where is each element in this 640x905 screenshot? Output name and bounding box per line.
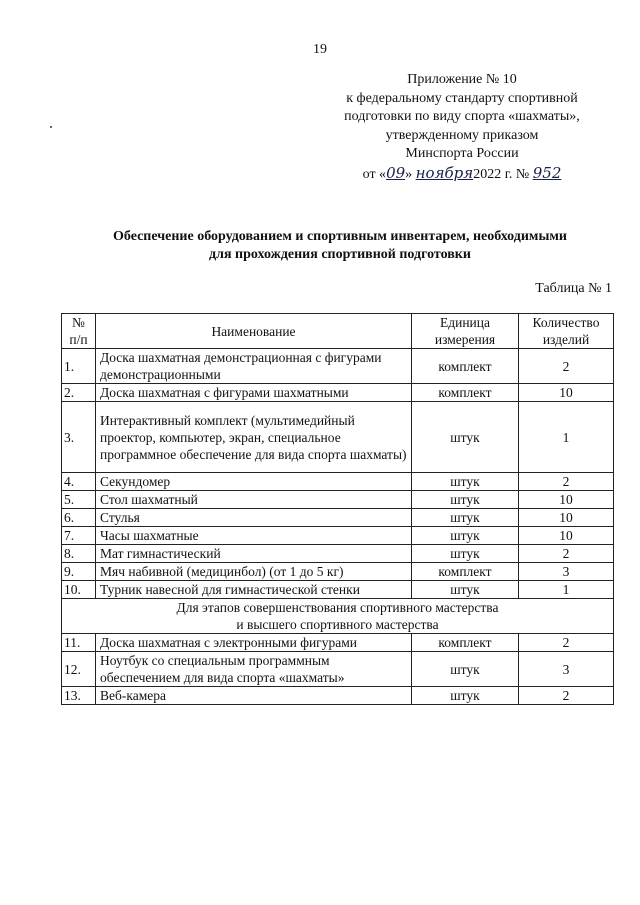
cell-unit: комплект [412, 384, 519, 402]
table-row [62, 402, 614, 473]
table-row [62, 581, 614, 599]
table-row [62, 384, 614, 402]
cell-name: Стол шахматный [96, 491, 412, 509]
cell-qty: 2 [519, 687, 614, 705]
date-mid: » [405, 166, 413, 182]
cell-qty: 2 [519, 349, 614, 384]
order-date-line [312, 164, 612, 185]
page-number: 19 [313, 42, 327, 57]
handwritten-order-number: 952 [532, 163, 562, 182]
cell-unit: комплект [412, 563, 519, 581]
appendix-line: подготовки по виду спорта «шахматы», [344, 109, 580, 124]
cell-unit: штук [412, 581, 519, 599]
cell-qty: 2 [519, 634, 614, 652]
cell-unit: штук [412, 652, 519, 687]
cell-name: Стулья [96, 509, 412, 527]
cell-qty: 2 [519, 545, 614, 563]
cell-num: 2. [62, 384, 96, 402]
section-line-1: Для этапов совершенствования спортивного мастерства [176, 600, 499, 615]
cell-unit: комплект [412, 634, 519, 652]
cell-num: 6. [62, 509, 96, 527]
table-row [62, 634, 614, 652]
table-row [62, 687, 614, 705]
table-row [62, 491, 614, 509]
table-row [62, 349, 614, 384]
section-line-2: и высшего спортивного мастерства [236, 617, 439, 632]
cell-qty: 1 [519, 581, 614, 599]
cell-qty: 3 [519, 652, 614, 687]
cell-qty: 1 [519, 402, 614, 473]
header-name: Наименование [96, 314, 412, 349]
cell-name: Мяч набивной (медицинбол) (от 1 до 5 кг) [96, 563, 412, 581]
cell-name: Секундомер [96, 473, 412, 491]
table-row [62, 652, 614, 687]
cell-num: 4. [62, 473, 96, 491]
cell-qty: 10 [519, 509, 614, 527]
year-text: 2022 г. № [473, 166, 530, 182]
cell-num: 5. [62, 491, 96, 509]
cell-unit: штук [412, 545, 519, 563]
header-num: № п/п [62, 314, 96, 349]
cell-num: 3. [62, 402, 96, 473]
cell-name: Веб-камера [96, 687, 412, 705]
title-line-2: для прохождения спортивной подготовки [209, 247, 471, 262]
cell-num: 7. [62, 527, 96, 545]
table-header-row [62, 314, 614, 349]
table-row [62, 473, 614, 491]
equipment-table [61, 313, 614, 705]
cell-unit: штук [412, 527, 519, 545]
cell-unit: штук [412, 473, 519, 491]
section-header [62, 599, 614, 634]
cell-qty: 2 [519, 473, 614, 491]
cell-num: 13. [62, 687, 96, 705]
table-row [62, 563, 614, 581]
handwritten-month: ноября [415, 163, 474, 182]
cell-qty: 10 [519, 384, 614, 402]
cell-name: Часы шахматные [96, 527, 412, 545]
header-unit: Единица измерения [412, 314, 519, 349]
handwritten-day: 09 [386, 163, 406, 182]
cell-qty: 3 [519, 563, 614, 581]
title-line-1: Обеспечение оборудованием и спортивным инвентарем, необходимыми [113, 229, 567, 244]
appendix-line: утвержденному приказом [385, 127, 539, 143]
date-prefix: от « [362, 166, 387, 182]
cell-name: Доска шахматная с фигурами шахматными [96, 384, 412, 402]
cell-unit: штук [412, 687, 519, 705]
cell-name: Мат гимнастический [96, 545, 412, 563]
table-row [62, 545, 614, 563]
appendix-line: Минспорта России [405, 146, 519, 161]
cell-num: 10. [62, 581, 96, 599]
appendix-line: Приложение № 10 [407, 72, 517, 87]
table-row [62, 527, 614, 545]
cell-unit: штук [412, 509, 519, 527]
cell-name: Ноутбук со специальным программным обеспечением для вида спорта «шахматы» [96, 652, 412, 687]
cell-num: 11. [62, 634, 96, 652]
cell-unit: штук [412, 402, 519, 473]
cell-name: Интерактивный комплект (мультимедийный проектор, компьютер, экран, специальное программное обеспечение для вида спорта шахматы) [96, 402, 412, 473]
table-row [62, 509, 614, 527]
cell-unit: комплект [412, 349, 519, 384]
cell-num: 8. [62, 545, 96, 563]
cell-unit: штук [412, 491, 519, 509]
cell-qty: 10 [519, 527, 614, 545]
appendix-line: к федеральному стандарту спортивной [346, 90, 578, 106]
document-title [60, 228, 620, 264]
table-label: Таблица № 1 [535, 281, 612, 296]
cell-num: 9. [62, 563, 96, 581]
scan-speck [50, 126, 52, 128]
appendix-block [312, 71, 612, 184]
cell-name: Доска шахматная демонстрационная с фигурами демонстрационными [96, 349, 412, 384]
table-section-row [62, 599, 614, 634]
cell-num: 1. [62, 349, 96, 384]
cell-qty: 10 [519, 491, 614, 509]
cell-num: 12. [62, 652, 96, 687]
cell-name: Доска шахматная с электронными фигурами [96, 634, 412, 652]
header-qty: Количество изделий [519, 314, 614, 349]
cell-name: Турник навесной для гимнастической стенки [96, 581, 412, 599]
